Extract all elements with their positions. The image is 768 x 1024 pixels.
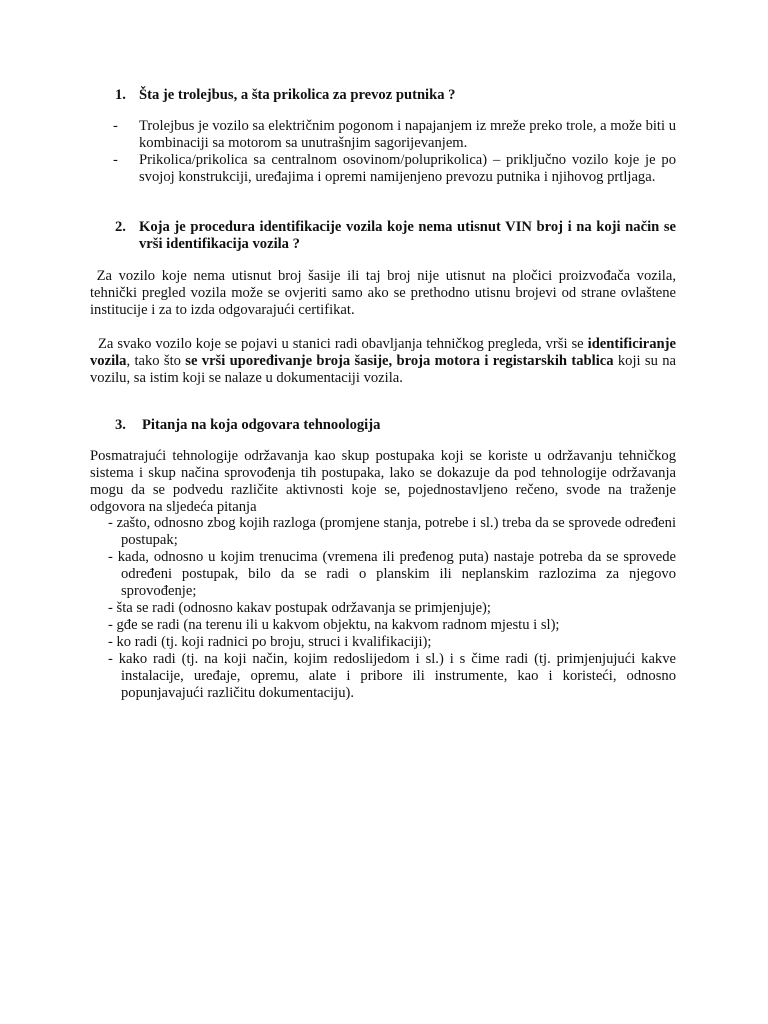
question-2-title: Koja je procedura identifikacije vozila koje nema utisnut VIN broj i na koji način se vrši identifikacija vozila ? <box>139 219 676 252</box>
list-item: - kako radi (tj. na koji način, kojim redoslijedom i sl.) i s čime radi (tj. primjenjujući kakve instalacije, uređaje, opremu, alate i pribore ili instrumente, kao i koristeći, odnosno popunjavajući različitu dokumentaciju). <box>108 651 676 701</box>
answer-paragraph <box>90 336 680 387</box>
answer-paragraph: Za vozilo koje nema utisnut broj šasije ili taj broj nije utisnut na pločici proizvođača vozila, tehnički pregled vozila može se ovjeriti samo ako se prethodno utisnu brojevi od strane ovlaštene institucije i za to izda odgovarajući certifikat. <box>90 268 680 318</box>
question-1-bullet <box>113 152 676 186</box>
question-1-heading <box>115 87 676 104</box>
list-item: - ko radi (tj. koji radnici po broju, struci i kvalifikaciji); <box>108 634 432 650</box>
question-2-heading <box>115 219 676 253</box>
question-1-title: Šta je trolejbus, a šta prikolica za prevoz putnika ? <box>139 87 456 103</box>
list-item: - gđe se radi (na terenu ili u kakvom objektu, na kakvom radnom mjestu i sl); <box>108 617 560 633</box>
question-3-number: 3. <box>115 417 126 433</box>
list-item: - šta se radi (odnosno kakav postupak održavanja se primjenjuje); <box>108 600 491 616</box>
intro-paragraph: Posmatrajući tehnologije održavanja kao skup postupaka koji se koriste u održavanju tehničkog sistema i skup načina sprovođenja tih postupaka, lako se dokazuje da pod tehnologije održavanja mogu da se podvedu različite aktivnosti koje se, pojednostavljeno rečeno, svode na traženje odgovora na sljedeća pitanja <box>90 448 676 515</box>
bullet-marker: - <box>113 152 118 168</box>
question-3-title: Pitanja na koja odgovara tehnoologija <box>142 417 381 433</box>
question-2-number: 2. <box>115 219 126 235</box>
list-item: - zašto, odnosno zbog kojih razloga (promjene stanja, potrebe i sl.) treba da se sprovede određeni postupak; <box>108 515 676 548</box>
question-3-heading <box>115 417 676 434</box>
question-1-number: 1. <box>115 87 126 103</box>
paragraph-text: , tako što <box>126 353 186 369</box>
list-item: - kada, odnosno u kojim trenucima (vremena ili pređenog puta) nastaje potreba da se sprovede određeni postupak, bilo da se radi o planskim ili neplanskim razlozima za njegovo sprovođenje; <box>108 549 676 599</box>
bullet-text: Prikolica/prikolica sa centralnom osovinom/poluprikolica) – priključno vozilo koje je po svojoj konstrukciji, uređajima i opremi namijenjeno prevozu putnika i njihovog prtljaga. <box>139 152 676 185</box>
paragraph-text: Za svako vozilo koje se pojavi u stanici radi obavljanja tehničkog pregleda, vrši se <box>90 336 588 352</box>
emphasis-text: se vrši upoređivanje broja šasije, broja motora i registarskih tablica <box>185 353 614 369</box>
bullet-marker: - <box>113 118 118 134</box>
question-list <box>108 515 676 702</box>
emphasis-text: identificiranje vozila <box>90 336 680 369</box>
question-1-bullet <box>113 118 676 152</box>
paragraph-text: koji su na vozilu, sa istim koji se nalaze u dokumentaciji vozila. <box>90 353 680 386</box>
bullet-text: Trolejbus je vozilo sa električnim pogonom i napajanjem iz mreže preko trole, a može biti u kombinaciji sa motorom sa unutrašnjim sagorijevanjem. <box>139 118 676 151</box>
